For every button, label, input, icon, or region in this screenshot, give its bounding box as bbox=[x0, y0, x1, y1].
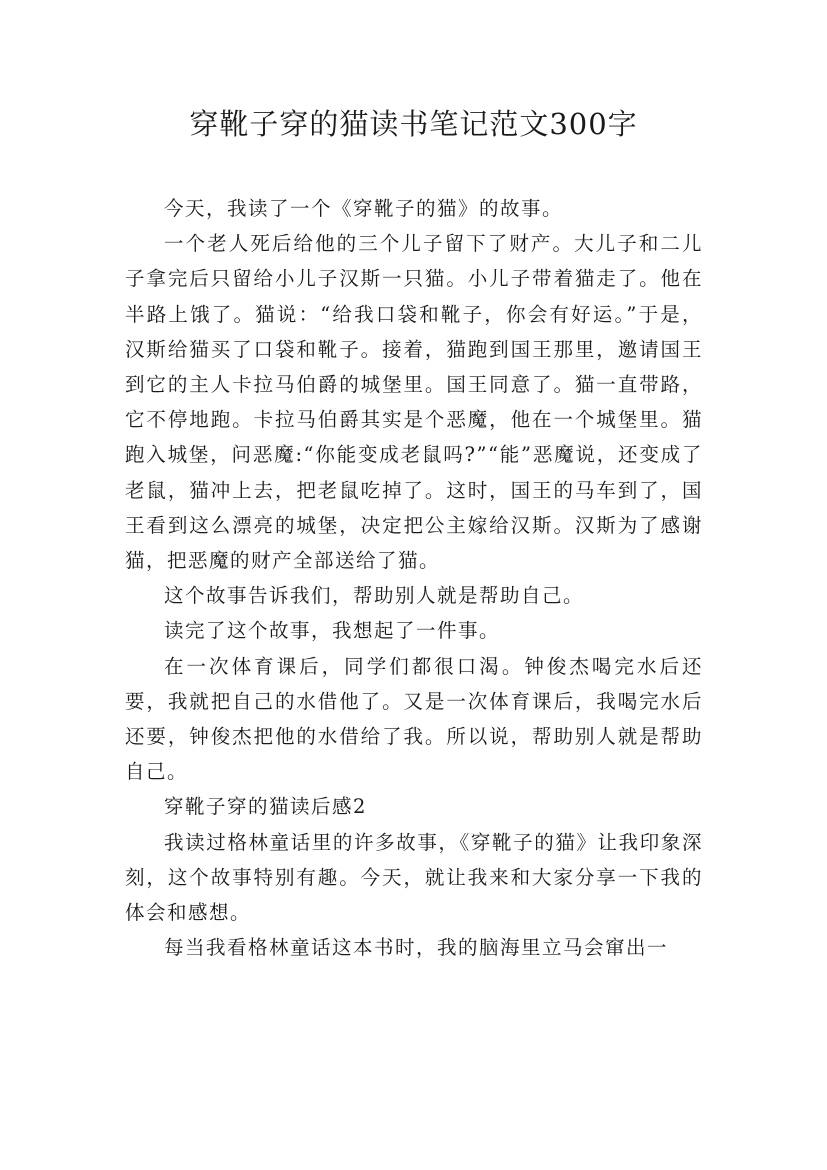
paragraph-review-2-continued: 每当我看格林童话这本书时，我的脑海里立马会窜出一 bbox=[164, 936, 669, 960]
paragraph-personal-story: 在一次体育课后，同学们都很口渴。钟俊杰喝完水后还要，我就把自己的水借他了。又是一次体育课后，我喝完水后还要，钟俊杰把他的水借给了我。所以说，帮助别人就是帮助自己。 bbox=[125, 654, 703, 784]
paragraph-recall: 读完了这个故事，我想起了一件事。 bbox=[164, 619, 501, 643]
paragraph-moral: 这个故事告诉我们，帮助别人就是帮助自己。 bbox=[164, 584, 585, 608]
paragraph-story-summary: 一个老人死后给他的三个儿子留下了财产。大儿子和二儿子拿完后只留给小儿子汉斯一只猫。小儿子带着猫走了。他在半路上饿了。猫说：“给我口袋和靴子，你会有好运。”于是，汉斯给猫买了口袋和靴子。接着，猫跑到国王那里，邀请国王到它的主人卡拉马伯爵的城堡里。国王同意了。猫一直带路，它不停地跑。卡拉马伯爵其实是个恶魔，他在一个城堡里。猫跑入城堡，问恶魔:“你能变成老鼠吗?”“能”恶魔说，还变成了老鼠，猫冲上去，把老鼠吃掉了。这时，国王的马车到了，国王看到这么漂亮的城堡，决定把公主嫁给汉斯。汉斯为了感谢猫，把恶魔的财产全部送给了猫。 bbox=[125, 232, 703, 573]
paragraph-intro: 今天，我读了一个《穿靴子的猫》的故事。 bbox=[164, 197, 564, 220]
document-body bbox=[125, 191, 703, 965]
document-title: 穿靴子穿的猫读书笔记范文300字 bbox=[189, 107, 638, 141]
section-heading-review-2: 穿靴子穿的猫读后感2 bbox=[164, 795, 367, 819]
paragraph-review-2-intro: 我读过格林童话里的许多故事，《穿靴子的猫》让我印象深刻，这个故事特别有趣。今天，就让我来和大家分享一下我的体会和感想。 bbox=[125, 830, 703, 925]
